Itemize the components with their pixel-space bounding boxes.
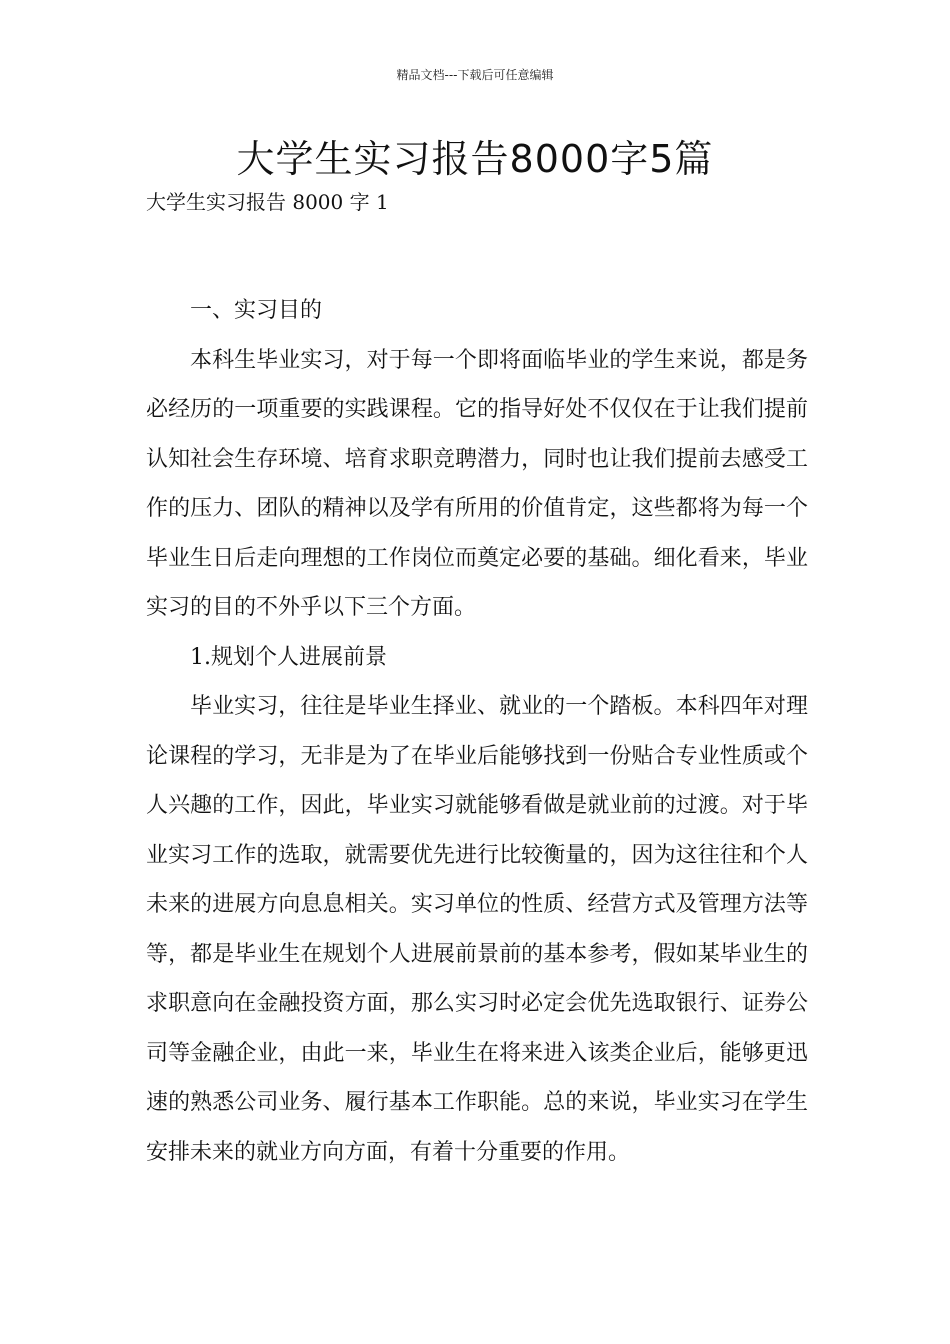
header-note: 精品文档---下载后可任意编辑 — [396, 68, 554, 82]
section-heading-purpose: 一、实习目的 — [190, 298, 323, 323]
paragraph-intro: 本科生毕业实习，对于每一个即将面临毕业的学生来说，都是务必经历的一项重要的实践课程。它的指导好处不仅仅在于让我们提前认知社会生存环境、培育求职竞聘潜力，同时也让我们提前去感受工作的压力、团队的精神以及学有所用的价值肯定，这些都将为每一个毕业生日后走向理想的工作岗位而奠定必要的基础。细化看来，毕业实习的目的不外乎以下三个方面。 — [146, 347, 808, 620]
document-title: 大学生实习报告8000字5篇 — [236, 137, 714, 181]
document-subtitle: 大学生实习报告 8000 字 1 — [146, 190, 389, 214]
section-heading-planning: 1.规划个人进展前景 — [190, 644, 387, 670]
document-body — [146, 286, 808, 1177]
paragraph-planning: 毕业实习，往往是毕业生择业、就业的一个踏板。本科四年对理论课程的学习，无非是为了在毕业后能够找到一份贴合专业性质或个人兴趣的工作，因此，毕业实习就能够看做是就业前的过渡。对于毕业实习工作的选取，就需要优先进行比较衡量的，因为这往往和个人未来的进展方向息息相关。实习单位的性质、经营方式及管理方法等等，都是毕业生在规划个人进展前景前的基本参考，假如某毕业生的求职意向在金融投资方面，那么实习时必定会优先选取银行、证券公司等金融企业，由此一来，毕业生在将来进入该类企业后，能够更迅速的熟悉公司业务、履行基本工作职能。总的来说，毕业实习在学生安排未来的就业方向方面，有着十分重要的作用。 — [146, 694, 808, 1165]
